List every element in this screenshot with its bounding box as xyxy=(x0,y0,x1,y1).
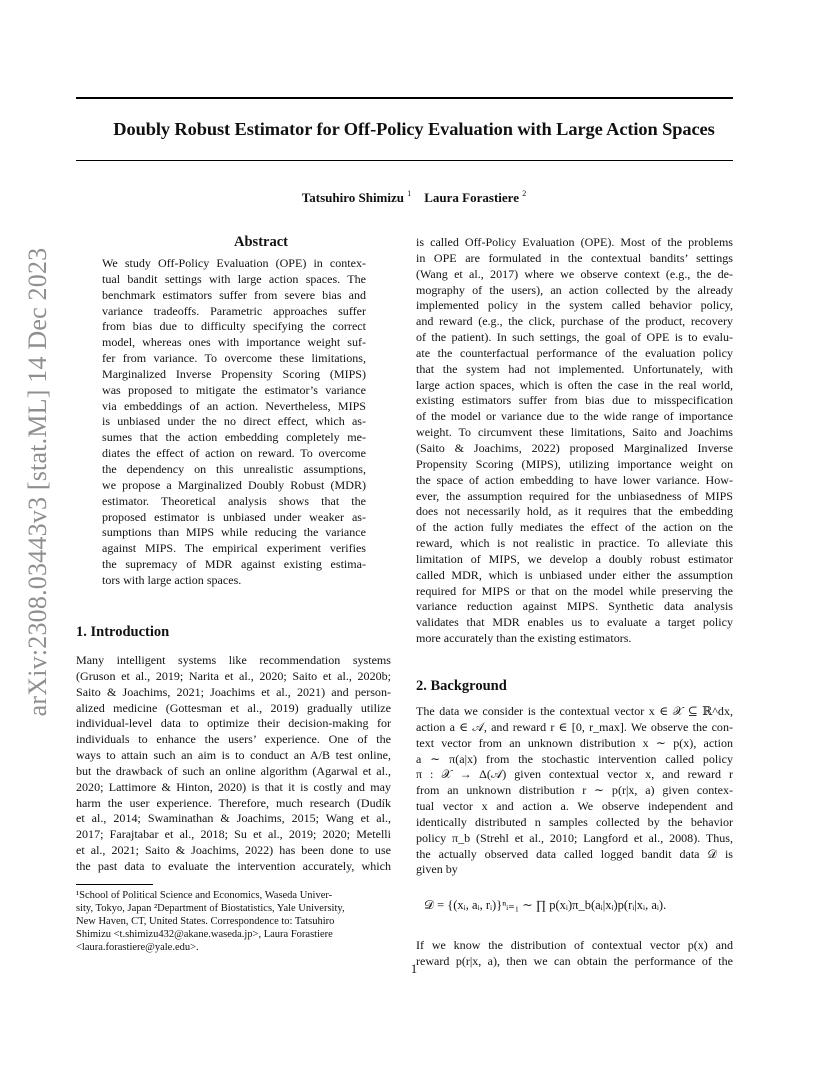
abstract-line: proposed estimator is unbiased under weaker as- xyxy=(102,509,366,524)
title-top-rule xyxy=(76,97,733,99)
paragraph-line: in OPE are formulated in the contextual bandits’ settings xyxy=(416,250,733,265)
paragraph-line: (Saito & Joachims, 2022) proposed Marginalized Inverse xyxy=(416,440,733,455)
paragraph-line: of the action fully mediates the effect of the action on the xyxy=(416,520,733,535)
abstract-line: is unbiased under the no direct effect, which as- xyxy=(102,414,366,429)
footnote-line: New Haven, CT, United States. Correspondence to: Tatsuhiro xyxy=(76,916,335,927)
affiliation-mark: 1 xyxy=(407,189,412,198)
affiliation-mark: 2 xyxy=(522,189,527,198)
abstract-line: benchmark estimators suffer from severe bias and xyxy=(102,287,366,302)
abstract-line: variance tradeoffs. Parametric approaches suffer xyxy=(102,303,366,318)
introduction-continued xyxy=(416,235,733,647)
paragraph-line: a ∼ π(a|x) from the stochastic intervention called policy xyxy=(416,751,733,766)
paragraph-line: Propensity Scoring (MIPS), utilizing importance weight on xyxy=(416,456,733,471)
paragraph-line: Many intelligent systems like recommendation systems xyxy=(76,653,391,667)
paragraph-line: et al., 2014; Swaminathan & Joachims, 2015; Wang et al., xyxy=(76,811,391,826)
paragraph-line: is called Off-Policy Evaluation (OPE). Most of the problems xyxy=(416,235,733,249)
paragraph-line: validates that MDR enables us to evaluate a target policy xyxy=(416,615,733,630)
paragraph-line: action a ∈ 𝒜, and reward r ∈ [0, r_max]. We observe the con- xyxy=(416,719,733,734)
paragraph-line: 2017; Farajtabar et al., 2018; Su et al., 2019; 2020; Metelli xyxy=(76,827,391,842)
author-name: Laura Forastiere xyxy=(424,190,519,205)
abstract-line: model, whereas ones with importance weight suf- xyxy=(102,335,366,350)
paragraph-line: the actually observed data called logged bandit data 𝒟 is xyxy=(416,846,733,861)
paragraph-line: existing estimators suffer from bias due to misspecification xyxy=(416,393,733,408)
paragraph-line: If we know the distribution of contextual vector p(x) and xyxy=(416,938,733,952)
abstract-line: we propose a Marginalized Doubly Robust (MDR) xyxy=(102,477,366,492)
arxiv-stamp-text: arXiv:2308.03443v3 [stat.ML] 14 Dec 2023 xyxy=(23,247,52,717)
abstract-line: was proposed to mitigate the estimator’s variance xyxy=(102,382,366,397)
paragraph-line: called MDR, which is unbiased under either the assumption xyxy=(416,567,733,582)
paragraph-line: individuals to enhance the users’ experience. One of the xyxy=(76,732,391,747)
paragraph-line: et al., 2021; Saito & Joachims, 2022) has been done to use xyxy=(76,843,391,858)
section-heading-background: 2. Background xyxy=(416,678,507,694)
paragraph-line: alized medicine (Gottesman et al., 2019) gradually utilize xyxy=(76,700,391,715)
paragraph-line: The data we consider is the contextual vector x ∈ 𝒳 ⊆ ℝ^dx, xyxy=(416,704,733,718)
paragraph-line: weight. To circumvent these limitations, Saito and Joachims xyxy=(416,425,733,440)
abstract-body xyxy=(102,256,366,589)
paragraph-line: of the model or variance due to the wide range of importance xyxy=(416,409,733,424)
abstract-line: sumes that the action embedding completely me- xyxy=(102,430,366,445)
footnote-line: sity, Tokyo, Japan ²Department of Biostatistics, Yale University, xyxy=(76,903,345,914)
abstract-line: the supremacy of MDR against existing estima- xyxy=(102,557,366,572)
abstract-line: fer from variance. To overcome these limitations, xyxy=(102,351,366,366)
paragraph-line: tual vector x and action a. We observe independent and xyxy=(416,799,733,814)
abstract-line: tual bandit settings with large action spaces. The xyxy=(102,271,366,286)
paragraph-line: (Wang et al., 2017) where we observe context (e.g., the de- xyxy=(416,266,733,281)
abstract-line: Marginalized Inverse Propensity Scoring (MIPS) xyxy=(102,366,366,381)
abstract-heading: Abstract xyxy=(234,234,288,250)
paragraph-line: harm the user experience. Therefore, much research (Dudík xyxy=(76,795,391,810)
paper-title: Doubly Robust Estimator for Off-Policy Evaluation with Large Action Spaces xyxy=(113,119,715,139)
paragraph-line: identically distributed n samples collected by the behavior xyxy=(416,814,733,829)
paragraph-line: the past data to evaluate the intervention accurately, which xyxy=(76,858,391,873)
introduction-body xyxy=(76,653,391,875)
paragraph-line: ever, the assumption required for the unbiasedness of MIPS xyxy=(416,488,733,503)
paragraph-line: more accurately than the existing estimators. xyxy=(416,631,632,646)
paragraph-line: π : 𝒳 → Δ(𝒜) given contextual vector x, and reward r xyxy=(416,767,733,782)
abstract-line: We study Off-Policy Evaluation (OPE) in contex- xyxy=(102,256,366,270)
paragraph-line: large action spaces, which is often the case in the real world, xyxy=(416,377,733,392)
paragraph-line: implemented policy in the system called behavior policy, xyxy=(416,298,733,313)
abstract-line: the dependency on this unrealistic assumptions, xyxy=(102,461,366,476)
paragraph-line: Saito & Joachims, 2021; Joachims et al., 2021) and person- xyxy=(76,684,391,699)
paragraph-line: mography of the users), an action collected by the already xyxy=(416,282,733,297)
title-bottom-rule xyxy=(76,160,733,161)
paragraph-line: required for MIPS or that on the model while preserving the xyxy=(416,583,733,598)
paragraph-line: does not necessarily hold, as it requires that the embedding xyxy=(416,504,733,519)
footnote-line: ¹School of Political Science and Economics, Waseda Univer- xyxy=(76,890,333,901)
paragraph-line: (Gruson et al., 2019; Narita et al., 2020; Saito et al., 2020b; xyxy=(76,668,391,683)
paragraph-line: variance reduction against MIPS. Synthetic data analysis xyxy=(416,599,733,614)
arxiv-stamp xyxy=(18,247,58,717)
footnote-line: <laura.forastiere@yale.edu>. xyxy=(76,942,199,953)
footnote-rule xyxy=(76,884,153,885)
paragraph-line: reward, which is not realistic in practice. To alleviate this xyxy=(416,536,733,551)
abstract-line: against MIPS. The empirical experiment verifies xyxy=(102,541,366,556)
paragraph-line: text vector from an unknown distribution x ∼ p(x), action xyxy=(416,735,733,750)
footnote xyxy=(76,889,391,954)
paragraph-line: given by xyxy=(416,862,458,877)
abstract-line: via embeddings of an action. Nevertheless, MIPS xyxy=(102,398,366,413)
paragraph-line: of the patient). In such settings, the goal of OPE is to evalu- xyxy=(416,330,733,345)
author-name: Tatsuhiro Shimizu xyxy=(301,190,405,205)
paragraph-line: individual-level data to optimize their decision-making for xyxy=(76,716,391,731)
paragraph-line: the space of action embedding to have lower variance. How- xyxy=(416,472,733,487)
abstract-line: estimator. Theoretical analysis shows that the xyxy=(102,493,366,508)
abstract-line: diates the effect of action on reward. To overcome xyxy=(102,446,366,461)
paragraph-line: policy π_b (Strehl et al., 2010; Langford et al., 2008). Thus, xyxy=(416,830,733,845)
abstract-line: sumptions than MIPS while reducing the variance xyxy=(102,525,366,540)
paragraph-line: that the system had not implemented. Unfortunately, with xyxy=(416,361,733,376)
page-number: 1 xyxy=(410,962,418,976)
paragraph-line: and reward (e.g., the click, purchase of the product, recovery xyxy=(416,314,733,329)
abstract-line: tors with large action spaces. xyxy=(102,572,242,587)
paragraph-line: ate the counterfactual performance of the evaluation policy xyxy=(416,345,733,360)
paragraph-line: from an unknown distribution r ∼ p(r|x, a) given contex- xyxy=(416,783,733,798)
paragraph-line: but the drawback of such an online algorithm (Agarwal et al., xyxy=(76,763,391,778)
display-equation: 𝒟 = {(xᵢ, aᵢ, rᵢ)}ⁿᵢ₌₁ ∼ ∏ p(xᵢ)π_b(aᵢ|xᵢ)p(rᵢ|xᵢ, aᵢ). xyxy=(424,898,667,912)
footnote-line: Shimizu <t.shimizu432@akane.waseda.jp>, Laura Forastiere xyxy=(76,929,333,940)
paragraph-line: reward p(r|x, a), then we can obtain the performance of the xyxy=(416,953,733,968)
abstract-line: from bias due to difficulty specifying the correct xyxy=(102,319,366,334)
paragraph-line: limitation of MIPS, we develop a doubly robust estimator xyxy=(416,551,733,566)
section-heading-introduction: 1. Introduction xyxy=(76,624,170,640)
paragraph-line: 2020; Lattimore & Hinton, 2020) is that it is costly and may xyxy=(76,779,391,794)
author-list xyxy=(0,190,828,206)
background-body xyxy=(416,704,733,878)
paragraph-line: ways to attain such an aim is to conduct an A/B test online, xyxy=(76,748,391,763)
